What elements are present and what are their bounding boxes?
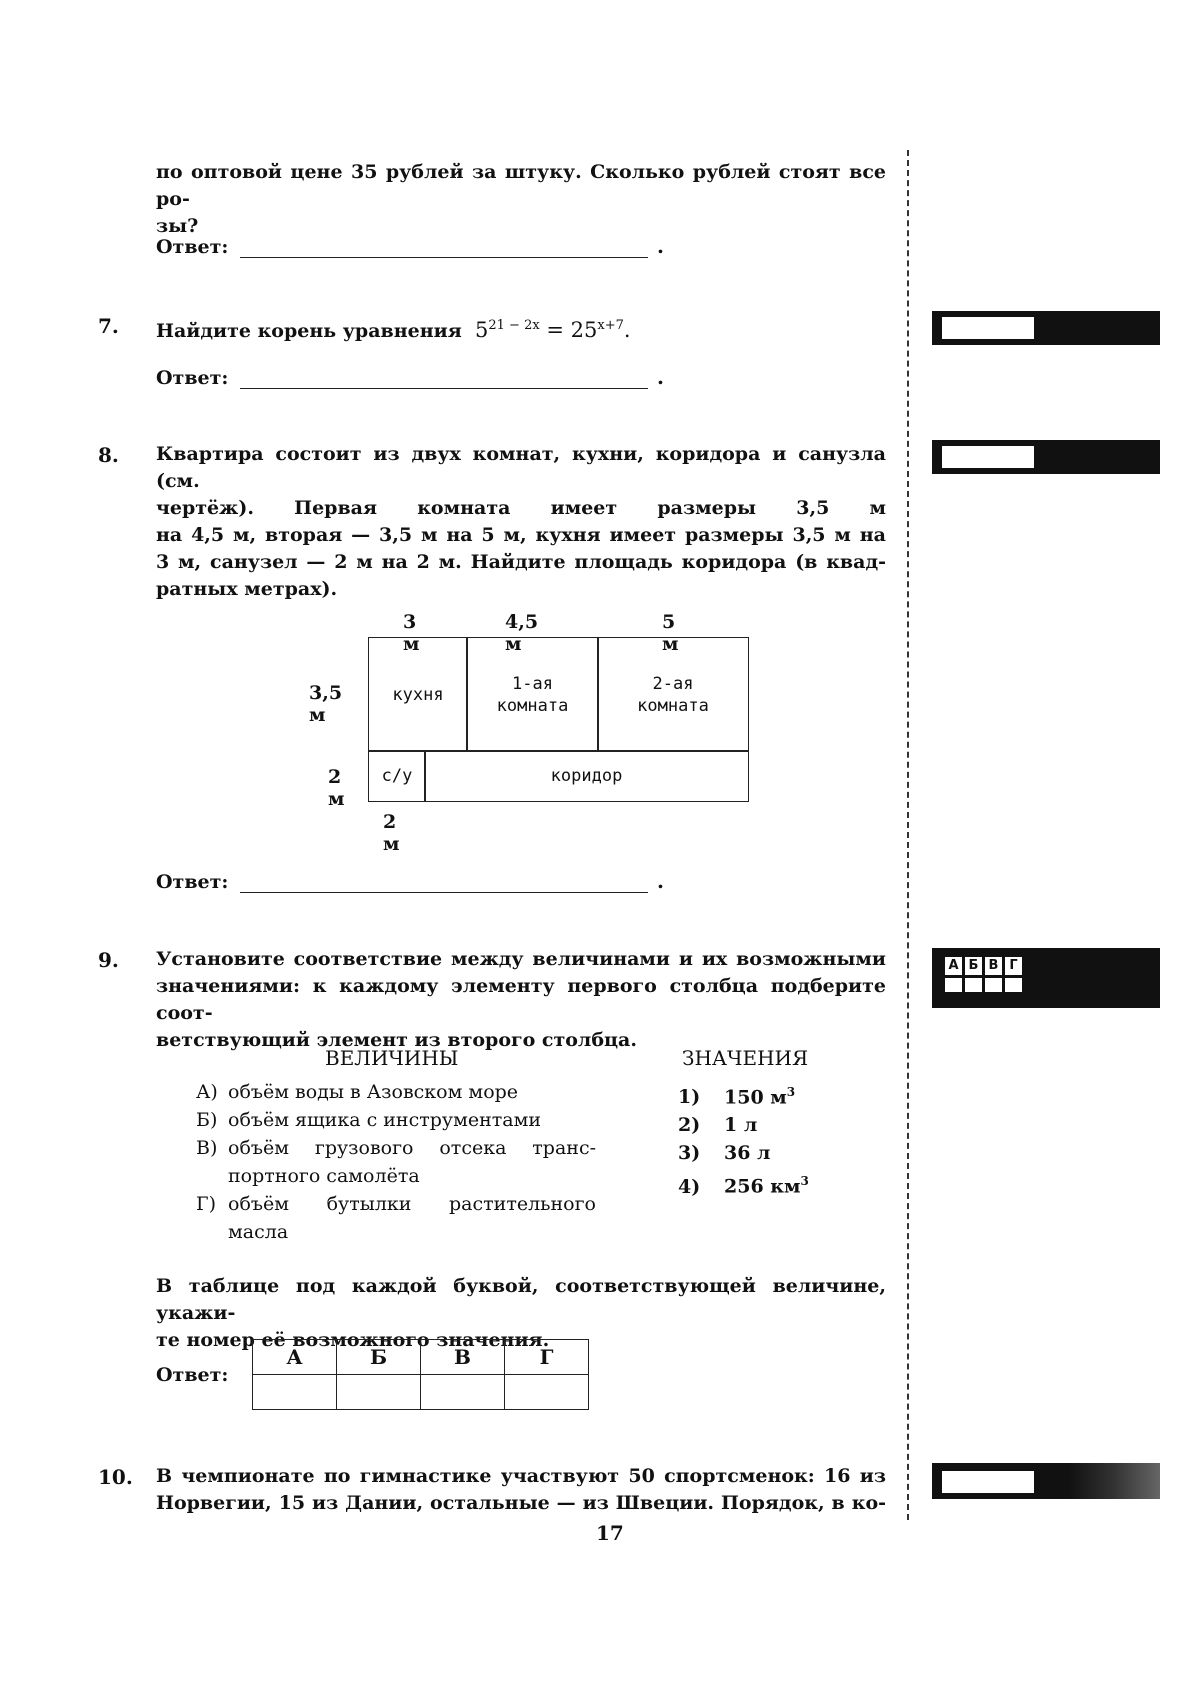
q7-text: Найдите корень уравнения $5^{21 - 2x} = 25^{x+7}$. (156, 318, 631, 342)
answer-cell-b[interactable] (337, 1375, 421, 1410)
q9-number: 9. (98, 948, 119, 972)
answer-header-g: Г (505, 1340, 589, 1375)
dim-left-bottom: 2 м (328, 766, 345, 810)
q8-answer-dot: . (657, 869, 664, 893)
q10-answer-box (932, 1463, 1160, 1499)
q7-answer-window[interactable] (942, 317, 1034, 339)
plan-room-2: 2-ая комната (597, 637, 749, 752)
value-3: 3) 36 л (678, 1142, 771, 1165)
page-number: 17 (596, 1521, 624, 1545)
answer-header-a: А (253, 1340, 337, 1375)
plan-room-1: 1-ая комната (466, 637, 599, 752)
q8-number: 8. (98, 443, 119, 467)
side-letter-v: В (984, 956, 1003, 976)
dim-bottom-bathroom: 2 м (383, 811, 400, 855)
answer-cell-g[interactable] (505, 1375, 589, 1410)
q6-answer-field[interactable] (240, 257, 648, 258)
q8-text: Квартира состоит из двух комнат, кухни, коридора и санузла (см. чертёж). Первая комната имеет размеры 3,5 м на 4,5 м, вторая — 3,5 м на 5 м, кухня имеет размеры 3,5 м на 3 м, санузел — 2 м на 2 м. Найдите площадь коридора (в квад- ратных метрах). (156, 443, 886, 600)
q6-answer-label: Ответ: (156, 236, 229, 258)
side-cell-b[interactable] (964, 977, 983, 993)
dim-top-room2: 5 м (662, 611, 679, 655)
quantity-a: А) объём воды в Азовском море (196, 1081, 519, 1103)
cut-line (907, 150, 909, 1520)
value-1: 1) 150 $м^3$ (678, 1085, 796, 1109)
q9-answer-table (252, 1339, 589, 1410)
answer-header-b: Б (337, 1340, 421, 1375)
q8-answer-label: Ответ: (156, 871, 229, 893)
q10-text: В чемпионате по гимнастике участвуют 50 спортсменок: 16 из Норвегии, 15 из Дании, остальные — из Швеции. Порядок, в ко- (156, 1465, 886, 1514)
answer-cell-v[interactable] (421, 1375, 505, 1410)
quantity-g: Г) объём бутылки растительного масла (196, 1193, 596, 1243)
q8-answer-field[interactable] (240, 892, 648, 893)
plan-kitchen: кухня (368, 637, 468, 752)
q9-text: Установите соответствие между величинами и их возможными значениями: к каждому элементу первого столбца подберите соот- ветствующий элемент из второго столбца. (156, 948, 886, 1051)
q8-answer-window[interactable] (942, 446, 1034, 468)
col-quantities-heading: ВЕЛИЧИНЫ (325, 1046, 459, 1070)
quantities-list (196, 1078, 596, 1246)
q7-answer-dot: . (657, 365, 664, 389)
q9-answer-label: Ответ: (156, 1364, 229, 1386)
plan-corridor: коридор (424, 750, 749, 802)
q9-side-grid[interactable] (944, 956, 1024, 993)
side-letter-a: А (944, 956, 963, 976)
side-cell-a[interactable] (944, 977, 963, 993)
side-letter-g: Г (1004, 956, 1023, 976)
q10-number: 10. (98, 1465, 133, 1489)
q8-answer-box (932, 440, 1160, 474)
quantity-v: В) объём грузового отсека транс- портного самолёта (196, 1137, 596, 1187)
dim-left-top: 3,5 м (309, 682, 343, 726)
q7-answer-field[interactable] (240, 388, 648, 389)
col-values-heading: ЗНАЧЕНИЯ (682, 1046, 809, 1070)
q7-answer-box (932, 311, 1160, 345)
plan-bathroom: с/у (368, 750, 426, 802)
answer-header-v: В (421, 1340, 505, 1375)
q10-answer-window[interactable] (942, 1471, 1034, 1493)
side-cell-v[interactable] (984, 977, 1003, 993)
q7-equation: $5^{21 - 2x} = 25^{x+7}$. (475, 318, 631, 342)
dim-top-kitchen: 3 м (403, 611, 420, 655)
q7-number: 7. (98, 314, 119, 338)
dim-top-room1: 4,5 м (505, 611, 539, 655)
values-list (678, 1078, 838, 1201)
value-2: 2) 1 л (678, 1114, 758, 1137)
quantity-b: Б) объём ящика с инструментами (196, 1109, 542, 1131)
value-4: 4) 256 $км^3$ (678, 1174, 809, 1198)
side-cell-g[interactable] (1004, 977, 1023, 993)
q9-answer-box (932, 948, 1160, 1008)
q6-answer-dot: . (657, 234, 664, 258)
side-letter-b: Б (964, 956, 983, 976)
answer-cell-a[interactable] (253, 1375, 337, 1410)
q7-answer-label: Ответ: (156, 367, 229, 389)
q9-instructions: В таблице под каждой буквой, соответствующей величине, укажи- те номер её возможного значения. (156, 1275, 886, 1351)
q6-text: по оптовой цене 35 рублей за штуку. Сколько рублей стоят все ро- зы? (156, 161, 886, 237)
